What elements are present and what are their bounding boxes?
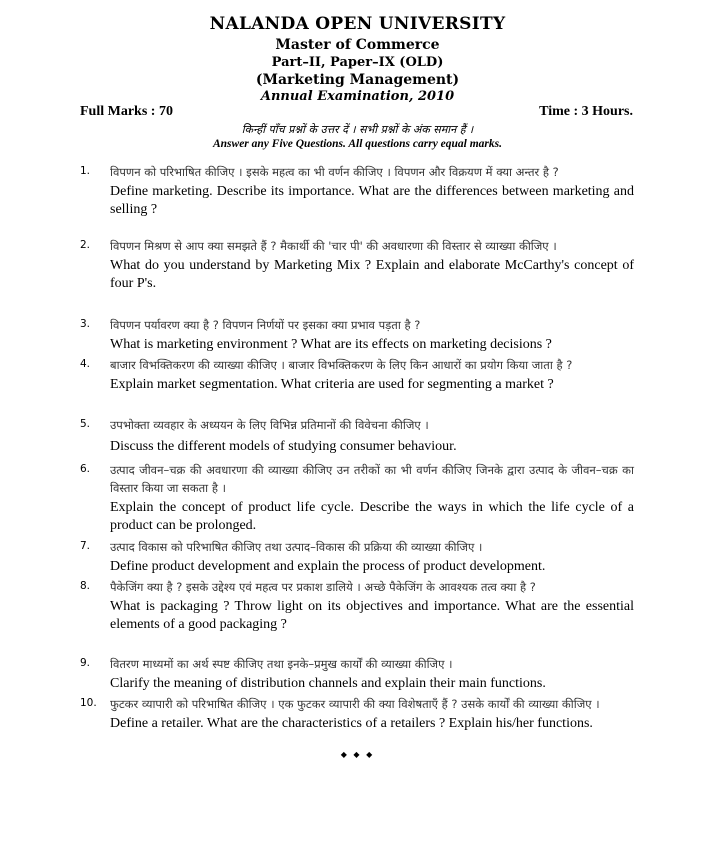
full-marks: Full Marks : 70 [80,104,173,119]
question-4 [80,356,634,394]
question-english: Clarify the meaning of distribution channels and explain their main functions. [110,676,546,691]
question-english: Explain market segmentation. What criteria are used for segmenting a market ? [110,377,554,392]
question-7 [80,538,634,576]
question-9 [80,655,634,693]
question-number: 4. [80,358,91,370]
question-hindi: विपणन पर्यावरण क्या है ? विपणन निर्णयों पर इसका क्या प्रभाव पड़ता है ? [110,318,421,332]
question-english: Define a retailer. What are the characteristics of a retailers ? Explain his/her functions. [110,716,593,731]
question-hindi: वितरण माध्यमों का अर्थ स्पष्ट कीजिए तथा इनके–प्रमुख कार्यों की व्याख्या कीजिए । [110,657,453,671]
question-5 [80,416,634,456]
question-number: 5. [80,418,91,430]
question-6 [80,461,634,535]
question-number: 10. [80,697,97,709]
question-number: 7. [80,540,91,552]
question-hindi: उत्पाद जीवन–चक्र की अवधारणा की व्याख्या कीजिए उन तरीकों का भी वर्णन कीजिए जिनके द्वारा उत्पाद के जीवन–चक्र का विस्तार किया जा सकता है । [110,463,634,495]
question-hindi: पैकेजिंग क्या है ? इसके उद्देश्य एवं महत्व पर प्रकाश डालिये । अच्छे पैकेजिंग के आवश्यक तत्व क्या है ? [110,580,536,594]
part-paper-title: Part–II, Paper–IX (OLD) [271,55,444,70]
question-number: 2. [80,239,91,251]
subject-title: (Marketing Management) [255,72,460,88]
question-10 [80,695,634,733]
question-number: 9. [80,657,91,669]
question-hindi: बाजार विभक्तिकरण की व्याख्या कीजिए । बाजार विभक्तिकरण के लिए किन आधारों का प्रयोग किया जाता है ? [110,358,573,372]
question-hindi: विपणन को परिभाषित कीजिए । इसके महत्व का भी वर्णन कीजिए । विपणन और विक्रयण में क्या अन्तर है ? [110,165,559,179]
question-english: Discuss the different models of studying consumer behaviour. [110,439,457,454]
question-hindi: फुटकर व्यापारी को परिभाषित कीजिए । एक फुटकर व्यापारी की क्या विशेषताएँ हैं ? उसके कार्यों की व्याख्या कीजिए । [110,697,600,711]
time-allowed: Time : 3 Hours. [539,104,633,119]
question-english: Define product development and explain the process of product development. [110,559,546,574]
exam-title: Annual Examination, 2010 [260,89,455,104]
instruction-english: Answer any Five Questions. All questions carry equal marks. [212,138,503,150]
instruction-hindi: किन्हीं पाँच प्रश्नों के उत्तर दें । सभी प्रश्नों के अंक समान हैं । [241,123,474,136]
question-hindi: उपभोक्ता व्यवहार के अध्ययन के लिए विभिन्न प्रतिमानों की विवेचना कीजिए । [110,418,429,432]
question-english: What do you understand by Marketing Mix ? Explain and elaborate McCarthy's concept of four P's. [110,258,634,291]
question-hindi: विपणन मिश्रण से आप क्या समझते हैं ? मैकार्थी की 'चार पी' की अवधारणा की विस्तार से व्याख्या कीजिए । [110,239,557,253]
question-hindi: उत्पाद विकास को परिभाषित कीजिए तथा उत्पाद–विकास की प्रक्रिया की व्याख्या कीजिए । [110,540,483,554]
program-title: Master of Commerce [275,37,440,53]
question-8 [80,578,634,634]
question-number: 1. [80,165,91,177]
question-number: 6. [80,463,91,475]
end-of-paper-mark: ◆ ◆ ◆ [340,750,375,759]
question-english: Define marketing. Describe its importance. What are the differences between marketing and selling ? [110,184,634,217]
university-title: NALANDA OPEN UNIVERSITY [209,14,506,34]
question-english: Explain the concept of product life cycle. Describe the ways in which the life cycle of a product can be prolonged. [110,500,634,533]
question-number: 3. [80,318,91,330]
question-english: What is packaging ? Throw light on its objectives and importance. What are the essential elements of a good packaging ? [110,599,634,632]
question-english: What is marketing environment ? What are its effects on marketing decisions ? [110,337,552,352]
question-number: 8. [80,580,91,592]
question-3 [80,316,634,354]
question-1 [80,163,634,219]
question-2 [80,237,634,293]
